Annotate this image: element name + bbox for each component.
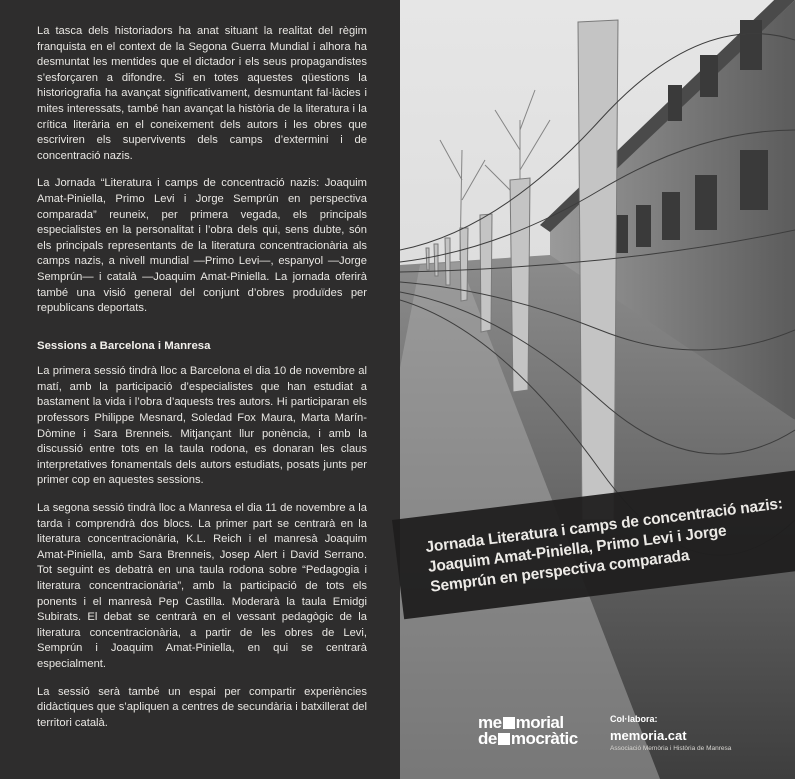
memorial-democratic-logo bbox=[478, 715, 578, 747]
collaborator-site: memoria.cat bbox=[610, 728, 687, 743]
session-paragraph-2: La segona sessió tindrà lloc a Manresa el dia 11 de novembre a la tarda i comprendrà dos blocs. La primer part se centrarà en la literatura concentracionària, K.L. Reich i el manresà Joaquim Amat-Piniella, amb Sara Brenneis, Josep Alert i David Serrano. Tot seguint es debatrà en una taula rodona sobre “Pedagogia i literatura concentracionària”, amb la participació de tots els ponents i el manresà Pep Castilla. Moderarà la taula Emidgi Subirats. El debat se centrarà en el vessant pedagògic de la literatura concentracionària, a partir de les obres de Levi, Semprún i Joaquim Amat-Piniella, en qui se centrarà especialment. bbox=[37, 502, 367, 670]
collaborator-subtitle: Associació Memòria i Història de Manresa bbox=[610, 745, 732, 752]
cross-icon bbox=[503, 717, 515, 729]
intro-paragraph-1: La tasca dels historiadors ha anat situant la realitat del règim franquista en el context de la Segona Guerra Mundial i alhora ha desmuntat les mentides que el dictador i els seus propagandistes s’esforçaren a difondre. Si en totes aquestes qüestions la historiografia ha avançat significativament, desmuntant fal·làcies i mites interessats, també han avançat la història de la literatura i la crítica literària en el coneixement dels autors i les obres que escriviren els supervivents dels camps d’extermini i de concentració nazis. bbox=[37, 25, 367, 162]
article-text bbox=[37, 24, 367, 743]
logo-line-2a: de bbox=[478, 729, 497, 748]
banner-title: Jornada Literatura i camps de concentració nazis: Joaquim Amat-Piniella, Primo Levi i Jorge Semprún en perspectiva comparada bbox=[424, 495, 784, 596]
logo-line-1b: morial bbox=[515, 713, 564, 732]
collaborator-block bbox=[610, 714, 731, 752]
intro-paragraph-2: La Jornada “Literatura i camps de concentració nazis: Joaquim Amat-Piniella, Primo Levi i Jorge Semprún en perspectiva comparada” reuneix, per primera vegada, els principals especialistes en la personalitat i l’obra dels qui, sens dubte, són els principals representants de la literatura concentracionària als camps nazis, a nivell mundial —Primo Levi—, espanyol —Jorge Semprún— i català —Joaquim Amat-Piniella. La jornada oferirà també una visió general del conjunt d’obres produïdes per republicans deportats. bbox=[37, 177, 367, 315]
camp-photo-drawing bbox=[400, 0, 795, 779]
sessions-heading: Sessions a Barcelona i Manresa bbox=[37, 339, 211, 352]
collaborator-label: Col·labora: bbox=[610, 714, 658, 724]
logo-line-2b: mocràtic bbox=[510, 729, 578, 748]
logo-line-2 bbox=[478, 731, 578, 747]
camp-photo bbox=[400, 0, 795, 779]
cross-icon bbox=[498, 733, 510, 745]
session-paragraph-3: La sessió serà també un espai per compartir experiències didàctiques que s’apliquen a centres de secundària i batxillerat del territori català. bbox=[37, 685, 367, 729]
session-paragraph-1: La primera sessió tindrà lloc a Barcelona el dia 10 de novembre al matí, amb la participació d’especialistes que han estudiat a bastament la vida i l’obra d’aquests tres autors. Hi participaran els professors Philippe Mesnard, Soledad Fox Maura, Marta Marín-Dòmine i Sara Brenneis. Mitjançant llur ponència, i amb la discussió entre tots en la taula rodona, es donaran les claus interpretatives fonamentals dels autors estudiats, posats junts per primer cop en aquestes sessions. bbox=[37, 365, 367, 487]
logo-line-1a: me bbox=[478, 713, 502, 732]
